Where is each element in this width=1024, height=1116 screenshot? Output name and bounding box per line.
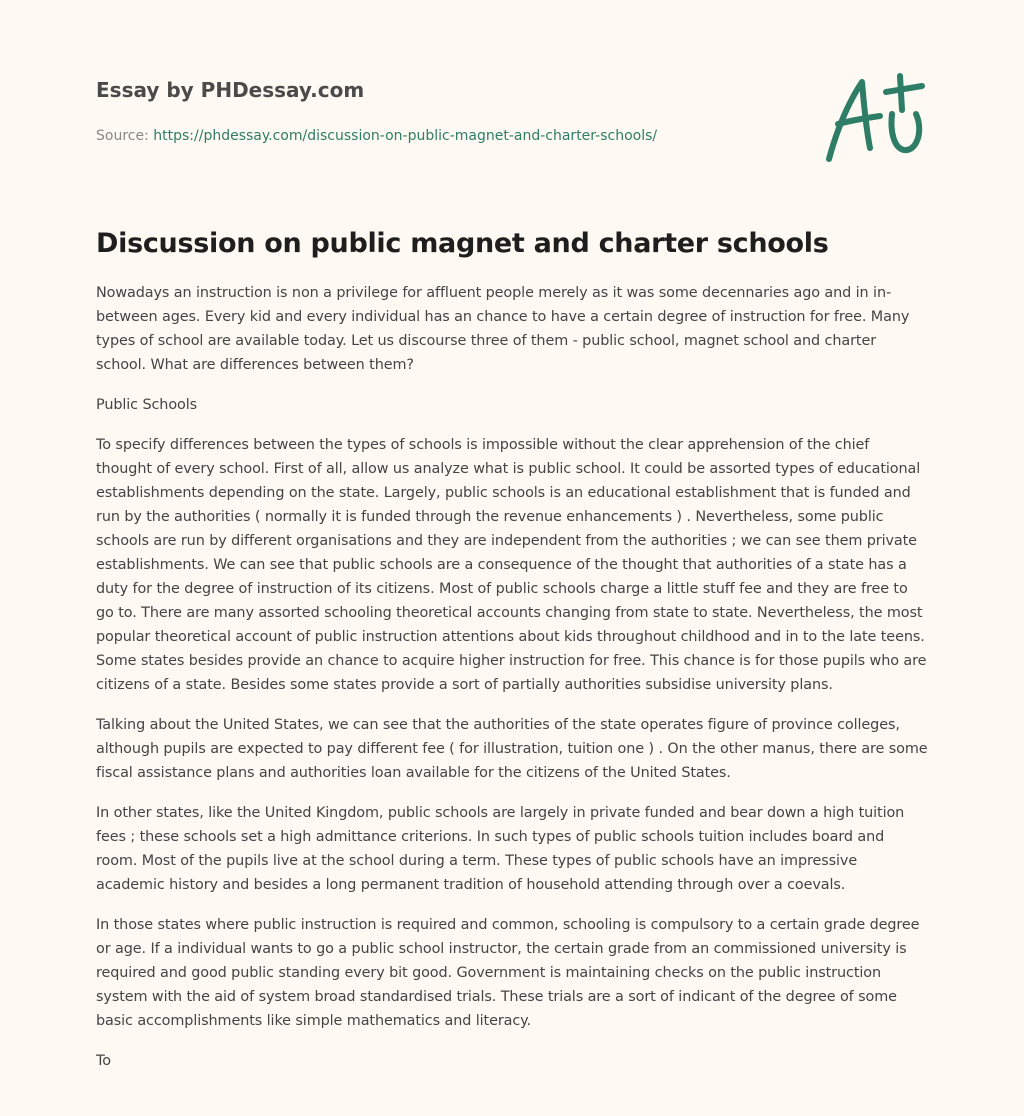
source-label: Source: [96,128,154,144]
essay-paragraph: Talking about the United States, we can see that the authorities of the state operates figure of province colleges, although pupils are expected to pay different fee ( for illustration, tuition one ) . On the other manus, there are some fiscal assistance plans and authorities loan available for the citizens of the United States. [96,717,928,781]
brand-title: Essay by PHDessay.com [96,78,365,102]
page-header [96,76,736,146]
source-line [96,126,736,146]
a-plus-grade-icon [820,66,930,166]
essay-paragraph-truncated: To [96,1053,111,1069]
essay-content [96,224,928,1089]
essay-paragraph: To specify differences between the types of schools is impossible without the clear apprehension of the chief thought of every school. First of all, allow us analyze what is public school. It could be assorted types of educational establishments depending on the state. Largely, public schools is an educational establishment that is funded and run by the authorities ( normally it is funded through the revenue enhancements ) . Nevertheless, some public schools are run by different organisations and they are independent from the authorities ; we can see them private establishments. We can see that public schools are a consequence of the thought that authorities of a state has a duty for the degree of instruction of its citizens. Most of public schools charge a little stuff fee and they are free to go to. There are many assorted schooling theoretical accounts changing from state to state. Nevertheless, the most popular theoretical account of public instruction attentions about kids throughout childhood and in to the late teens. Some states besides provide an chance to acquire higher instruction for free. This chance is for those pupils who are citizens of a state. Besides some states provide a sort of partially authorities subsidise university plans. [96,437,927,693]
essay-title: Discussion on public magnet and charter schools [96,228,829,259]
essay-paragraph: Nowadays an instruction is non a privilege for affluent people merely as it was some decennaries ago and in in-between ages. Every kid and every individual has an chance to have a certain degree of instruction for free. Many types of school are available today. Let us discourse three of them - public school, magnet school and charter school. What are differences between them? [96,285,910,373]
essay-subheading: Public Schools [96,397,198,413]
source-link[interactable]: https://phdessay.com/discussion-on-public-magnet-and-charter-schools/ [153,128,658,144]
essay-paragraph: In those states where public instruction is required and common, schooling is compulsory to a certain grade degree or age. If a individual wants to go a public school instructor, the certain grade from an commissioned university is required and good public standing every bit good. Government is maintaining checks on the public instruction system with the aid of system broad standardised trials. These trials are a sort of indicant of the degree of some basic accomplishments like simple mathematics and literacy. [96,917,920,1029]
essay-paragraph: In other states, like the United Kingdom, public schools are largely in private funded and bear down a high tuition fees ; these schools set a high admittance criterions. In such types of public schools tuition includes board and room. Most of the pupils live at the school during a term. These types of public schools have an impressive academic history and besides a long permanent tradition of household attending through over a coevals. [96,805,905,893]
